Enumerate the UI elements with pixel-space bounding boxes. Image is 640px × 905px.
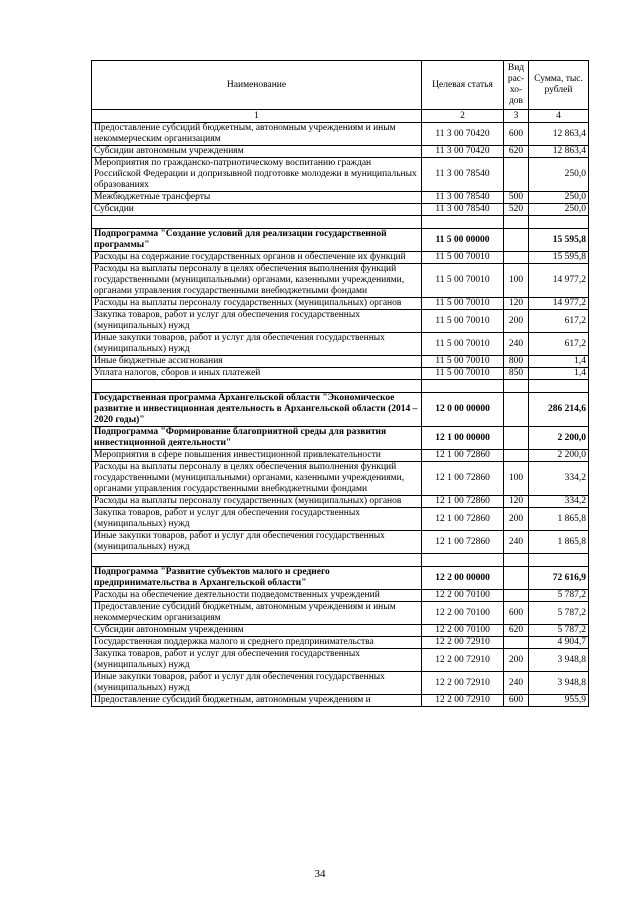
row-amount: 15 595,8: [529, 229, 589, 252]
header-expense-type: Вид рас-хо-дов: [504, 61, 529, 110]
table-row: [92, 204, 589, 216]
row-amount: [529, 554, 589, 567]
budget-table: [91, 60, 589, 707]
row-expense-type: 620: [504, 625, 529, 637]
row-target-article: 12 2 00 70100: [422, 590, 504, 602]
row-name: Иные закупки товаров, работ и услуг для обеспечения государственных (муниципальных) нужд: [92, 672, 422, 695]
row-expense-type: 620: [504, 146, 529, 158]
row-name: Государственная программа Архангельской области "Экономическое развитие и инвестиционная деятельность в Архангельской области (2014 – 2020 годы)": [92, 393, 422, 427]
table-row: [92, 649, 589, 672]
table-row: [92, 427, 589, 450]
row-amount: 617,2: [529, 310, 589, 333]
row-expense-type: 100: [504, 264, 529, 298]
row-expense-type: [504, 590, 529, 602]
row-expense-type: 800: [504, 356, 529, 368]
row-name: Расходы на обеспечение деятельности подведомственных учреждений: [92, 590, 422, 602]
row-amount: 1,4: [529, 356, 589, 368]
table-row: [92, 298, 589, 310]
row-expense-type: 200: [504, 649, 529, 672]
row-target-article: 12 1 00 72860: [422, 450, 504, 462]
table-row: [92, 252, 589, 264]
row-name: Расходы на содержание государственных органов и обеспечение их функций: [92, 252, 422, 264]
row-name: Субсидии: [92, 204, 422, 216]
table-row: [92, 310, 589, 333]
row-expense-type: 200: [504, 508, 529, 531]
row-target-article: 11 5 00 70010: [422, 368, 504, 380]
row-target-article: 11 5 00 70010: [422, 310, 504, 333]
row-amount: 2 200,0: [529, 427, 589, 450]
row-name: Подпрограмма "Формирование благоприятной среды для развития инвестиционной деятельности": [92, 427, 422, 450]
row-name: Предоставление субсидий бюджетным, автономным учреждениям и иным некоммерческим организациям: [92, 123, 422, 146]
row-expense-type: [504, 637, 529, 649]
row-amount: 14 977,2: [529, 298, 589, 310]
row-target-article: 11 5 00 70010: [422, 252, 504, 264]
row-expense-type: 240: [504, 333, 529, 356]
row-expense-type: [504, 158, 529, 192]
row-name: Предоставление субсидий бюджетным, автономным учреждениям и: [92, 695, 422, 707]
table-body: [92, 123, 589, 707]
row-expense-type: [504, 567, 529, 590]
row-name: Государственная поддержка малого и среднего предпринимательства: [92, 637, 422, 649]
row-expense-type: [504, 554, 529, 567]
spacer-row: [92, 216, 589, 229]
column-number: 2: [422, 110, 504, 123]
row-amount: 5 787,2: [529, 590, 589, 602]
row-name: Закупка товаров, работ и услуг для обеспечения государственных (муниципальных) нужд: [92, 310, 422, 333]
row-amount: 2 200,0: [529, 450, 589, 462]
row-target-article: [422, 216, 504, 229]
row-target-article: 12 1 00 72860: [422, 531, 504, 554]
table-row: [92, 672, 589, 695]
row-expense-type: [504, 229, 529, 252]
table-row: [92, 625, 589, 637]
row-amount: 12 863,4: [529, 123, 589, 146]
row-amount: [529, 216, 589, 229]
row-expense-type: 240: [504, 672, 529, 695]
row-amount: 286 214,6: [529, 393, 589, 427]
row-amount: 5 787,2: [529, 602, 589, 625]
header-amount: Сумма, тыс. рублей: [529, 61, 589, 110]
table-row: [92, 602, 589, 625]
row-name: Подпрограмма "Развитие субъектов малого и среднего предпринимательства в Архангельской области": [92, 567, 422, 590]
row-target-article: 11 5 00 70010: [422, 356, 504, 368]
row-name: Расходы на выплаты персоналу в целях обеспечения выполнения функций государственными (муниципальными) органами, казенными учреждениями, органами управления государственными внебюджетными фондами: [92, 462, 422, 496]
row-target-article: 12 0 00 00000: [422, 393, 504, 427]
table-row: [92, 192, 589, 204]
row-amount: 1 865,8: [529, 508, 589, 531]
row-name: Субсидии автономным учреждениям: [92, 625, 422, 637]
row-expense-type: 120: [504, 496, 529, 508]
row-amount: [529, 380, 589, 393]
row-expense-type: 100: [504, 462, 529, 496]
row-target-article: 11 3 00 78540: [422, 204, 504, 216]
row-amount: 250,0: [529, 192, 589, 204]
row-expense-type: [504, 450, 529, 462]
row-target-article: [422, 554, 504, 567]
column-number: 4: [529, 110, 589, 123]
row-amount: 4 904,7: [529, 637, 589, 649]
row-amount: 14 977,2: [529, 264, 589, 298]
row-name: Иные закупки товаров, работ и услуг для обеспечения государственных (муниципальных) нужд: [92, 531, 422, 554]
row-name: Мероприятия по гражданско-патриотическому воспитанию граждан Российской Федерации и допризывной подготовке молодежи в муниципальных образованиях: [92, 158, 422, 192]
row-name: Мероприятия в сфере повышения инвестиционной привлекательности: [92, 450, 422, 462]
row-name: Расходы на выплаты персоналу государственных (муниципальных) органов: [92, 298, 422, 310]
row-amount: 3 948,8: [529, 649, 589, 672]
row-target-article: 12 2 00 72910: [422, 672, 504, 695]
row-expense-type: [504, 393, 529, 427]
row-name: Расходы на выплаты персоналу в целях обеспечения выполнения функций государственными (муниципальными) органами, казенными учреждениями, органами управления государственными внебюджетными фондами: [92, 264, 422, 298]
table-row: [92, 229, 589, 252]
row-expense-type: 120: [504, 298, 529, 310]
row-name: [92, 554, 422, 567]
row-target-article: 11 3 00 78540: [422, 158, 504, 192]
row-amount: 15 595,8: [529, 252, 589, 264]
row-name: Закупка товаров, работ и услуг для обеспечения государственных (муниципальных) нужд: [92, 508, 422, 531]
header-target-article: Целевая статья: [422, 61, 504, 110]
row-name: Расходы на выплаты персоналу государственных (муниципальных) органов: [92, 496, 422, 508]
header-name: Наименование: [92, 61, 422, 110]
table-row: [92, 356, 589, 368]
row-target-article: 12 1 00 72860: [422, 496, 504, 508]
row-target-article: 11 3 00 70420: [422, 146, 504, 158]
row-name: Иные закупки товаров, работ и услуг для обеспечения государственных (муниципальных) нужд: [92, 333, 422, 356]
page-number: 34: [314, 868, 326, 880]
row-expense-type: 600: [504, 695, 529, 707]
table-row: [92, 333, 589, 356]
column-number: 3: [504, 110, 529, 123]
row-expense-type: [504, 427, 529, 450]
spacer-row: [92, 380, 589, 393]
row-amount: 5 787,2: [529, 625, 589, 637]
table-row: [92, 146, 589, 158]
table-row: [92, 158, 589, 192]
row-name: Межбюджетные трансферты: [92, 192, 422, 204]
row-expense-type: [504, 216, 529, 229]
row-target-article: 12 2 00 72910: [422, 637, 504, 649]
table-row: [92, 695, 589, 707]
row-amount: 334,2: [529, 462, 589, 496]
spacer-row: [92, 554, 589, 567]
row-name: Предоставление субсидий бюджетным, автономным учреждениям и иным некоммерческим организациям: [92, 602, 422, 625]
row-expense-type: 600: [504, 602, 529, 625]
row-name: [92, 380, 422, 393]
table-header-row: [92, 61, 589, 110]
row-expense-type: [504, 252, 529, 264]
column-numbers-row: [92, 110, 589, 123]
table-row: [92, 590, 589, 602]
table-row: [92, 462, 589, 496]
row-target-article: 12 1 00 72860: [422, 462, 504, 496]
row-target-article: 12 2 00 70100: [422, 625, 504, 637]
row-target-article: 11 5 00 70010: [422, 333, 504, 356]
row-expense-type: 600: [504, 123, 529, 146]
row-name: [92, 216, 422, 229]
row-name: Иные бюджетные ассигнования: [92, 356, 422, 368]
row-expense-type: 500: [504, 192, 529, 204]
row-target-article: [422, 380, 504, 393]
row-expense-type: 850: [504, 368, 529, 380]
row-target-article: 12 2 00 72910: [422, 649, 504, 672]
table-row: [92, 567, 589, 590]
row-expense-type: [504, 380, 529, 393]
row-amount: 334,2: [529, 496, 589, 508]
row-amount: 250,0: [529, 204, 589, 216]
row-name: Уплата налогов, сборов и иных платежей: [92, 368, 422, 380]
table-row: [92, 264, 589, 298]
row-target-article: 12 2 00 70100: [422, 602, 504, 625]
row-name: Субсидии автономным учреждениям: [92, 146, 422, 158]
row-name: Подпрограмма "Создание условий для реализации государственной программы": [92, 229, 422, 252]
row-target-article: 11 5 00 70010: [422, 298, 504, 310]
row-amount: 955,9: [529, 695, 589, 707]
row-amount: 3 948,8: [529, 672, 589, 695]
row-amount: 250,0: [529, 158, 589, 192]
row-target-article: 11 3 00 78540: [422, 192, 504, 204]
row-amount: 1 865,8: [529, 531, 589, 554]
row-expense-type: 240: [504, 531, 529, 554]
row-target-article: 11 3 00 70420: [422, 123, 504, 146]
row-amount: 12 863,4: [529, 146, 589, 158]
row-amount: 72 616,9: [529, 567, 589, 590]
row-name: Закупка товаров, работ и услуг для обеспечения государственных (муниципальных) нужд: [92, 649, 422, 672]
row-target-article: 11 5 00 00000: [422, 229, 504, 252]
row-amount: 617,2: [529, 333, 589, 356]
row-target-article: 12 1 00 00000: [422, 427, 504, 450]
table-row: [92, 637, 589, 649]
table-row: [92, 450, 589, 462]
row-expense-type: 520: [504, 204, 529, 216]
table-row: [92, 531, 589, 554]
column-number: 1: [92, 110, 422, 123]
table-row: [92, 368, 589, 380]
row-target-article: 12 2 00 00000: [422, 567, 504, 590]
row-target-article: 12 2 00 72910: [422, 695, 504, 707]
table-row: [92, 508, 589, 531]
table-row: [92, 496, 589, 508]
table-row: [92, 123, 589, 146]
row-target-article: 12 1 00 72860: [422, 508, 504, 531]
row-amount: 1,4: [529, 368, 589, 380]
table-row: [92, 393, 589, 427]
row-target-article: 11 5 00 70010: [422, 264, 504, 298]
row-expense-type: 200: [504, 310, 529, 333]
